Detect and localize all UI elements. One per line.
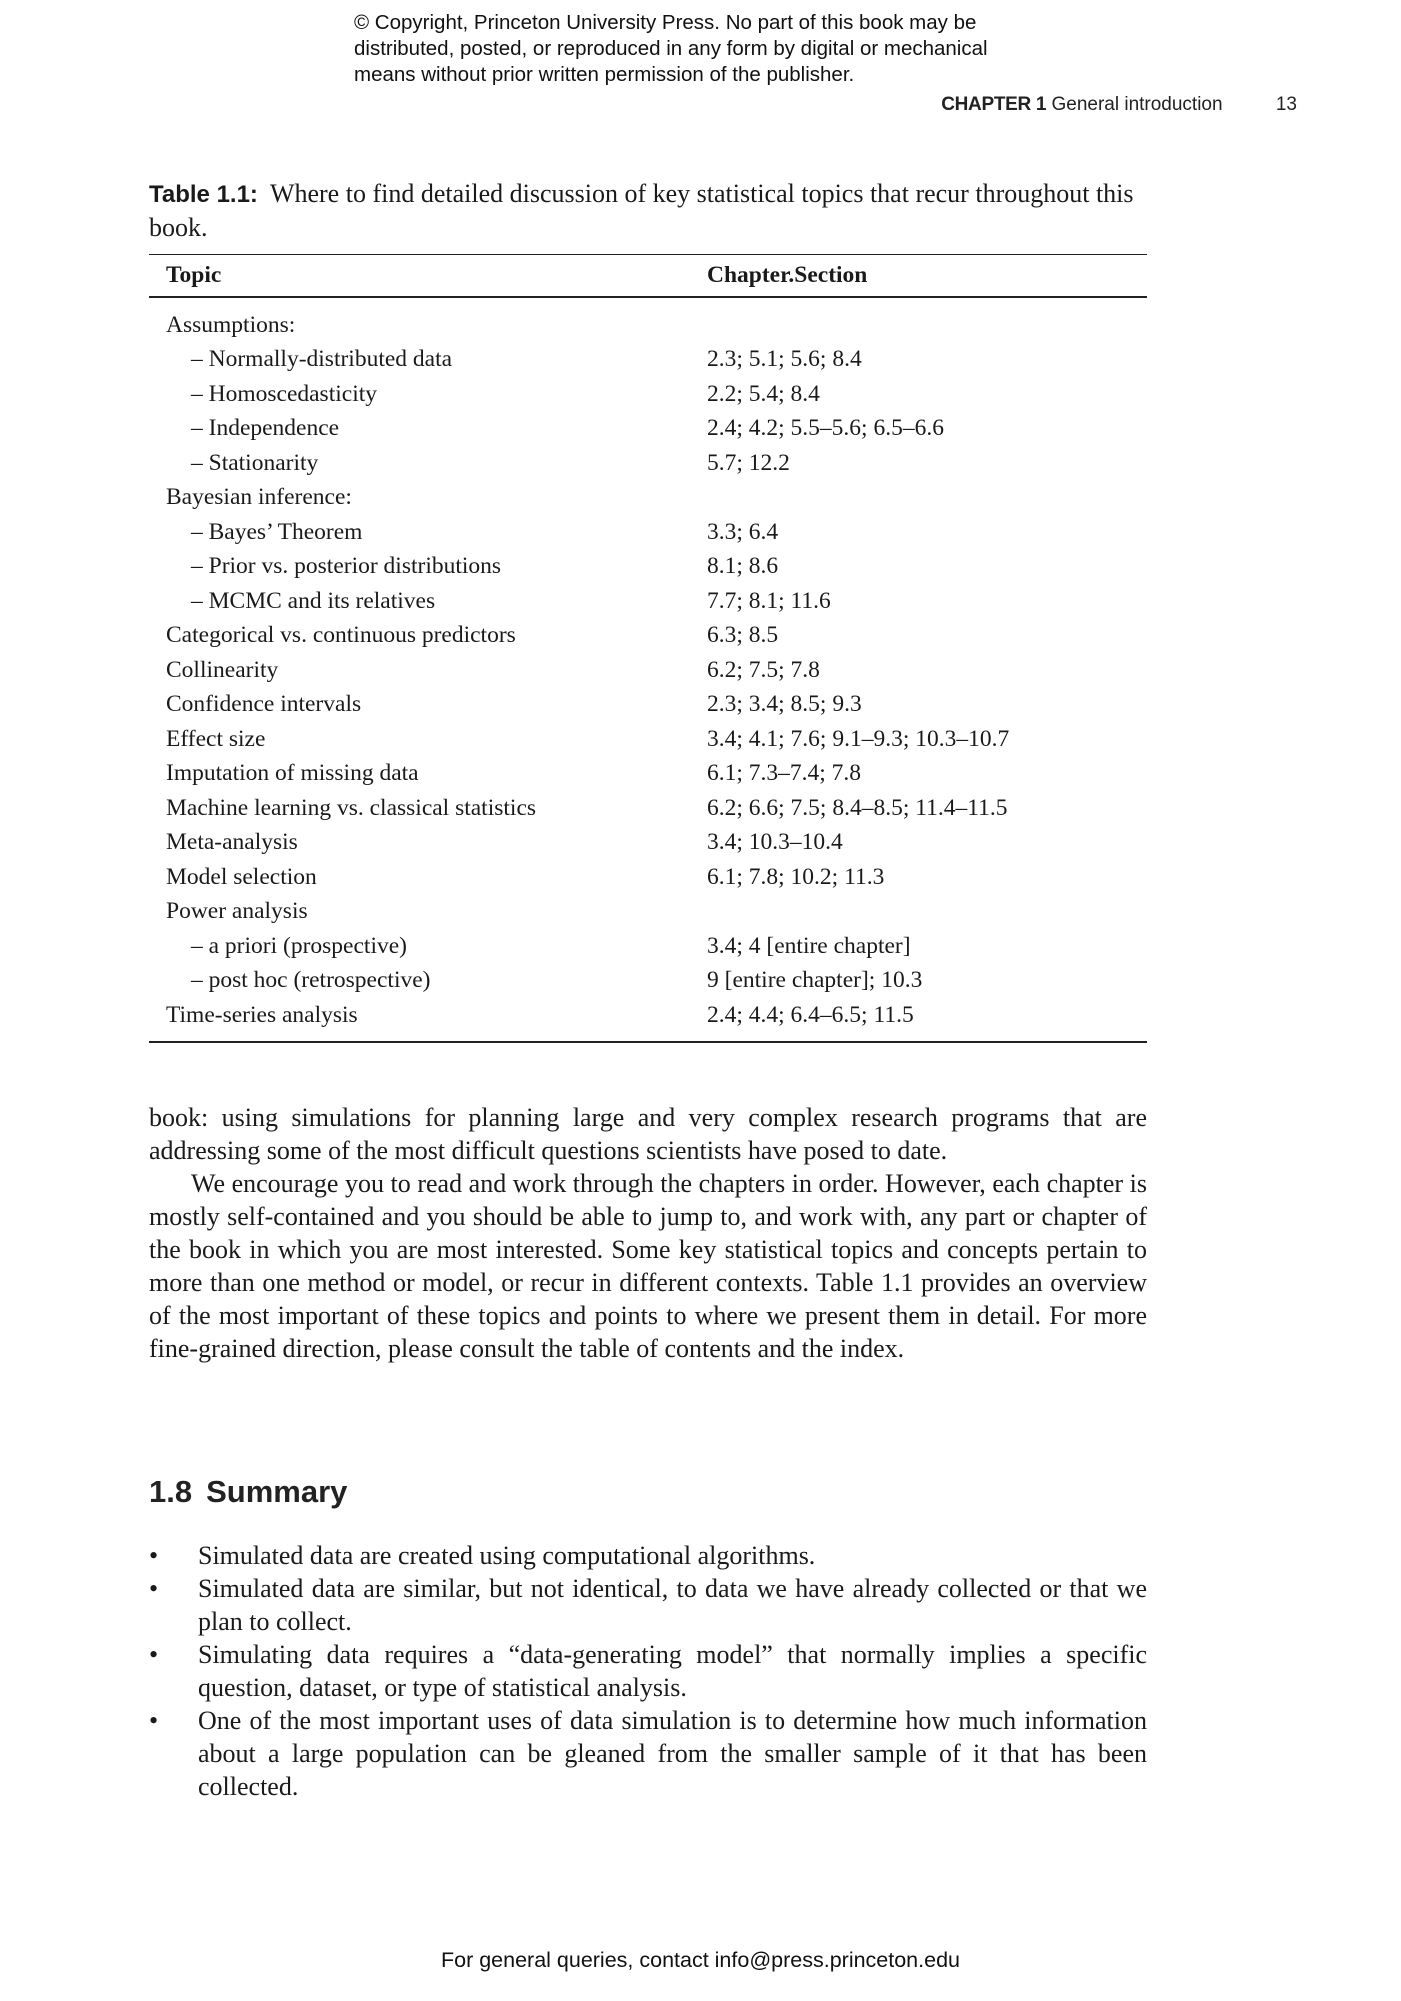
bullet-icon: • (149, 1541, 159, 1570)
table-row (149, 481, 1147, 516)
summary-item-text: Simulated data are created using computational algorithms. (198, 1541, 816, 1570)
table-row (149, 826, 1147, 861)
bullet-icon: • (149, 1574, 159, 1603)
topic-cell: – Independence (191, 415, 340, 442)
section-title: Summary (206, 1474, 348, 1509)
topic-cell: – Normally-distributed data (191, 346, 453, 373)
summary-item (149, 1572, 1147, 1638)
section-cell: 3.4; 10.3–10.4 (707, 829, 843, 856)
table-row (149, 998, 1147, 1042)
section-cell: 6.1; 7.8; 10.2; 11.3 (707, 863, 885, 890)
topic-cell: Time-series analysis (166, 1001, 358, 1028)
section-cell: 3.4; 4 [entire chapter] (707, 932, 911, 959)
section-cell: 8.1; 8.6 (707, 553, 779, 580)
summary-item (149, 1539, 1147, 1572)
copyright-line: © Copyright, Princeton University Press. No part of this book may be (354, 11, 977, 34)
section-cell: 2.3; 5.1; 5.6; 8.4 (707, 346, 862, 373)
summary-item-text: One of the most important uses of data simulation is to determine how much information about a large population can be gleaned from the smaller sample of it that has been collected. (198, 1706, 1147, 1801)
section-cell: 5.7; 12.2 (707, 449, 790, 476)
summary-item (149, 1638, 1147, 1704)
body-text (149, 1101, 1147, 1365)
topic-cell: – Homoscedasticity (191, 380, 378, 407)
table-row (149, 297, 1147, 343)
summary-item-text: Simulated data are similar, but not identical, to data we have already collected or that we plan to collect. (198, 1574, 1147, 1636)
section-number: 1.8 (149, 1474, 193, 1509)
topic-cell: – Prior vs. posterior distributions (191, 553, 502, 580)
running-head (941, 94, 1297, 116)
section-cell: 9 [entire chapter]; 10.3 (707, 967, 923, 994)
topic-column-header: Topic (149, 255, 707, 298)
table-row (149, 895, 1147, 930)
topic-cell: Collinearity (166, 656, 279, 683)
table-row (149, 722, 1147, 757)
section-cell: 6.2; 7.5; 7.8 (707, 656, 820, 683)
summary-item (149, 1704, 1147, 1803)
table-row (149, 412, 1147, 447)
topic-cell: Imputation of missing data (166, 760, 419, 787)
topic-cell: – a priori (prospective) (191, 932, 407, 959)
section-cell: 7.7; 8.1; 11.6 (707, 587, 831, 614)
table-row (149, 791, 1147, 826)
bullet-icon: • (149, 1706, 159, 1735)
table-row (149, 757, 1147, 792)
table-row (149, 619, 1147, 654)
topics-table (149, 254, 1147, 1043)
table-caption-text: Where to find detailed discussion of key statistical topics that recur throughout this book. (149, 179, 1134, 242)
topic-cell: Assumptions: (166, 311, 296, 338)
paragraph: book: using simulations for planning large and very complex research programs that are addressing some of the most difficult questions scientists have posed to date. (149, 1103, 1147, 1165)
footer-contact: For general queries, contact info@press.princeton.edu (440, 1948, 960, 1972)
table-row (149, 377, 1147, 412)
section-cell: 2.2; 5.4; 8.4 (707, 380, 820, 407)
table-row (149, 343, 1147, 378)
copyright-notice (354, 10, 1114, 88)
summary-item-text: Simulating data requires a “data-generating model” that normally implies a specific question, dataset, or type of statistical analysis. (198, 1640, 1147, 1702)
section-cell: 6.3; 8.5 (707, 622, 779, 649)
table-row (149, 550, 1147, 585)
section-heading (149, 1474, 347, 1510)
section-cell (707, 297, 1147, 343)
table-header-row (149, 255, 1147, 298)
copyright-line: means without prior written permission of the publisher. (354, 63, 855, 86)
chapter-label: CHAPTER 1 (941, 94, 1047, 115)
section-cell: 6.2; 6.6; 7.5; 8.4–8.5; 11.4–11.5 (707, 794, 1008, 821)
topic-cell: Model selection (166, 863, 317, 890)
topic-cell: Meta-analysis (166, 829, 298, 856)
table-row (149, 964, 1147, 999)
topic-cell: – post hoc (retrospective) (191, 967, 431, 994)
topic-cell: – Stationarity (191, 449, 319, 476)
table-row (149, 929, 1147, 964)
section-cell: 2.3; 3.4; 8.5; 9.3 (707, 691, 862, 718)
topic-cell: – Bayes’ Theorem (191, 518, 363, 545)
topic-cell: Categorical vs. continuous predictors (166, 622, 516, 649)
table-label: Table 1.1: (149, 181, 258, 208)
topic-cell: Power analysis (166, 898, 308, 925)
summary-list (149, 1539, 1147, 1803)
page-number: 13 (1275, 94, 1297, 115)
table-row (149, 653, 1147, 688)
table-body (149, 297, 1147, 1042)
section-column-header: Chapter.Section (707, 255, 1147, 298)
section-cell: 2.4; 4.4; 6.4–6.5; 11.5 (707, 1001, 914, 1028)
table-row (149, 584, 1147, 619)
copyright-line: distributed, posted, or reproduced in any form by digital or mechanical (354, 37, 988, 60)
topic-cell: – MCMC and its relatives (191, 587, 436, 614)
table-row (149, 688, 1147, 723)
section-cell (707, 481, 1147, 516)
topic-cell: Effect size (166, 725, 266, 752)
section-cell (707, 895, 1147, 930)
topic-cell: Bayesian inference: (166, 484, 352, 511)
table-row (149, 446, 1147, 481)
section-cell: 3.4; 4.1; 7.6; 9.1–9.3; 10.3–10.7 (707, 725, 1010, 752)
section-cell: 3.3; 6.4 (707, 518, 779, 545)
table-caption (149, 177, 1147, 244)
bullet-icon: • (149, 1640, 159, 1669)
paragraph: We encourage you to read and work through the chapters in order. However, each chapter is mostly self-contained and you should be able to jump to, and work with, any part or chapter of the book in which you are most interested. Some key statistical topics and concepts pertain to more than one method or model, or recur in different contexts. Table 1.1 provides an overview of the most important of these topics and points to where we present them in detail. For more fine-grained direction, please consult the table of contents and the index. (149, 1169, 1147, 1363)
topic-cell: Confidence intervals (166, 691, 362, 718)
table-row (149, 515, 1147, 550)
section-cell: 2.4; 4.2; 5.5–5.6; 6.5–6.6 (707, 415, 944, 442)
topic-cell: Machine learning vs. classical statistics (166, 794, 537, 821)
section-cell: 6.1; 7.3–7.4; 7.8 (707, 760, 862, 787)
chapter-title: General introduction (1051, 94, 1223, 115)
table-row (149, 860, 1147, 895)
